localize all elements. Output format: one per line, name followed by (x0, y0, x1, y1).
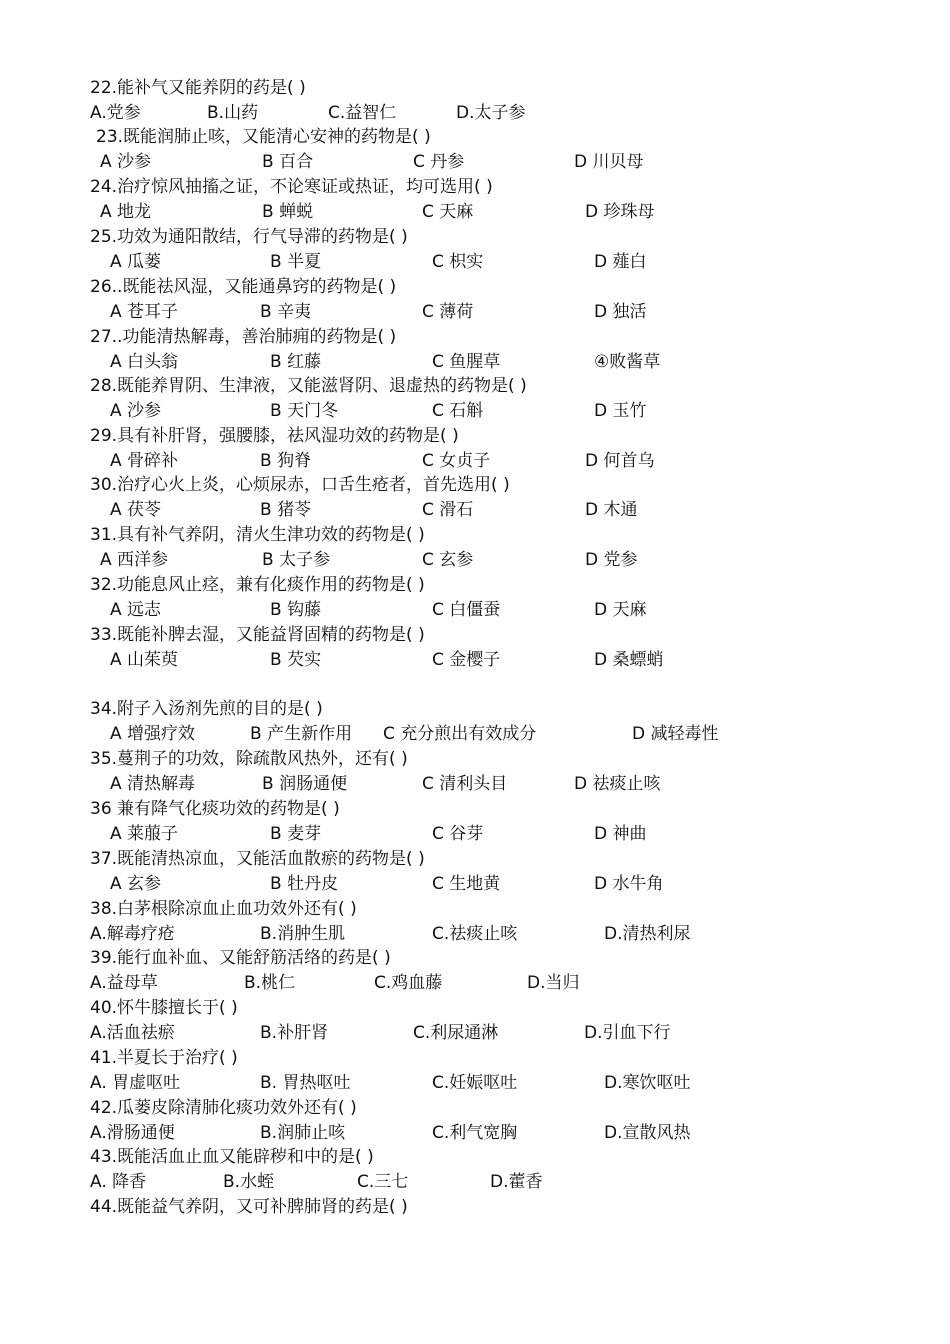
option-c: C 生地黄 (432, 874, 501, 894)
option-d: D.清热利尿 (604, 924, 691, 944)
option-d: D.当归 (527, 973, 580, 993)
option-d: D 减轻毒性 (632, 724, 719, 744)
option-d: D 党参 (585, 550, 638, 570)
option-d: D.太子参 (456, 103, 526, 123)
option-c: C 谷芽 (432, 824, 484, 844)
option-d: D 川贝母 (574, 152, 644, 172)
option-a: A 苍耳子 (110, 302, 179, 322)
option-b: B 牡丹皮 (270, 874, 339, 894)
option-d: D 祛痰止咳 (574, 774, 661, 794)
question-stem: 37.既能清热凉血，又能活血散瘀的药物是( ) (90, 849, 425, 869)
option-b: B.补肝肾 (260, 1023, 329, 1043)
option-d: D 玉竹 (594, 401, 647, 421)
question-stem: 28.既能养胃阴、生津液，又能滋肾阴、退虚热的药物是( ) (90, 376, 527, 396)
option-b: B 太子参 (262, 550, 331, 570)
question-stem: 38.白茅根除凉血止血功效外还有( ) (90, 899, 357, 919)
option-c: C 天麻 (422, 202, 474, 222)
question-stem: 23.既能润肺止咳，又能清心安神的药物是( ) (96, 127, 431, 147)
option-c: C.利气宽胸 (432, 1123, 518, 1143)
option-d: D 桑螵蛸 (594, 650, 664, 670)
question-stem: 43.既能活血止血又能辟秽和中的是( ) (90, 1147, 374, 1167)
option-c: C 滑石 (422, 500, 474, 520)
option-b: B 润肠通便 (262, 774, 348, 794)
option-c: C.祛痰止咳 (432, 924, 518, 944)
question-stem: 41.半夏长于治疗( ) (90, 1048, 238, 1068)
option-a: A 瓜蒌 (110, 252, 162, 272)
option-a: A 白头翁 (110, 352, 179, 372)
option-d: ④败酱草 (594, 352, 661, 372)
option-a: A 增强疗效 (110, 724, 196, 744)
option-b: B.桃仁 (244, 973, 296, 993)
option-a: A 沙参 (100, 152, 152, 172)
question-stem: 31.具有补气养阴，清火生津功效的药物是( ) (90, 525, 425, 545)
option-d: D 木通 (585, 500, 638, 520)
option-c: C 清利头目 (422, 774, 508, 794)
option-a: A 山茱萸 (110, 650, 179, 670)
option-c: C 充分煎出有效成分 (383, 724, 537, 744)
option-a: A 地龙 (100, 202, 152, 222)
option-a: A 玄参 (110, 874, 162, 894)
option-b: B 辛夷 (260, 302, 312, 322)
option-d: D.宣散风热 (604, 1123, 691, 1143)
question-stem: 22.能补气又能养阴的药是( ) (90, 78, 306, 98)
option-b: B.消肿生肌 (260, 924, 346, 944)
option-c: C.鸡血藤 (374, 973, 443, 993)
option-b: B 猪苓 (260, 500, 312, 520)
question-stem: 42.瓜蒌皮除清肺化痰功效外还有( ) (90, 1098, 357, 1118)
question-stem: 27..功能清热解毒，善治肺痈的药物是( ) (90, 327, 397, 347)
option-a: A 远志 (110, 600, 162, 620)
option-b: B 天门冬 (270, 401, 339, 421)
option-c: C.益智仁 (328, 103, 397, 123)
question-stem: 35.蔓荆子的功效，除疏散风热外，还有( ) (90, 749, 408, 769)
option-c: C.利尿通淋 (413, 1023, 499, 1043)
question-stem: 39.能行血补血、又能舒筋活络的药是( ) (90, 948, 391, 968)
question-stem: 29.具有补肝肾，强腰膝，祛风湿功效的药物是( ) (90, 426, 459, 446)
question-stem: 40.怀牛膝擅长于( ) (90, 998, 238, 1018)
option-c: C 白僵蚕 (432, 600, 501, 620)
question-stem: 26..既能祛风湿，又能通鼻窍的药物是( ) (90, 277, 397, 297)
option-a: A. 降香 (90, 1172, 147, 1192)
question-stem: 36 兼有降气化痰功效的药物是( ) (90, 799, 340, 819)
option-c: C.三七 (357, 1172, 409, 1192)
question-stem: 44.既能益气养阴，又可补脾肺肾的药是( ) (90, 1197, 408, 1217)
option-a: A 沙参 (110, 401, 162, 421)
option-b: B 麦芽 (270, 824, 322, 844)
option-d: D 薤白 (594, 252, 647, 272)
option-a: A.党参 (90, 103, 141, 123)
option-c: C 鱼腥草 (432, 352, 501, 372)
option-a: A. 胃虚呕吐 (90, 1073, 181, 1093)
question-stem: 33.既能补脾去湿，又能益肾固精的药物是( ) (90, 625, 425, 645)
option-a: A 清热解毒 (110, 774, 196, 794)
option-c: C 金樱子 (432, 650, 501, 670)
option-d: D.引血下行 (584, 1023, 671, 1043)
option-d: D.寒饮呕吐 (604, 1073, 691, 1093)
option-b: B.水蛭 (223, 1172, 275, 1192)
question-stem: 34.附子入汤剂先煎的目的是( ) (90, 699, 323, 719)
option-a: A 莱菔子 (110, 824, 179, 844)
option-b: B.润肺止咳 (260, 1123, 346, 1143)
option-c: C 丹参 (413, 152, 465, 172)
option-a: A.活血祛瘀 (90, 1023, 175, 1043)
option-a: A.解毒疗疮 (90, 924, 175, 944)
question-stem: 25.功效为通阳散结，行气导滞的药物是( ) (90, 227, 408, 247)
option-d: D 天麻 (594, 600, 647, 620)
option-a: A.滑肠通便 (90, 1123, 175, 1143)
option-c: C 女贞子 (422, 451, 491, 471)
option-a: A.益母草 (90, 973, 158, 993)
option-c: C 石斛 (432, 401, 484, 421)
question-stem: 32.功能息风止痉，兼有化痰作用的药物是( ) (90, 575, 425, 595)
option-b: B 芡实 (270, 650, 322, 670)
option-b: B 蝉蜕 (262, 202, 314, 222)
option-c: C 玄参 (422, 550, 474, 570)
option-c: C 枳实 (432, 252, 484, 272)
option-c: C.妊娠呕吐 (432, 1073, 518, 1093)
option-b: B 百合 (262, 152, 314, 172)
option-b: B 红藤 (270, 352, 322, 372)
question-stem: 30.治疗心火上炎，心烦尿赤，口舌生疮者，首先选用( ) (90, 475, 510, 495)
option-a: A 骨碎补 (110, 451, 179, 471)
option-b: B 钩藤 (270, 600, 322, 620)
question-stem: 24.治疗惊风抽搐之证，不论寒证或热证，均可选用( ) (90, 177, 493, 197)
option-b: B 半夏 (270, 252, 322, 272)
option-d: D 神曲 (594, 824, 647, 844)
option-b: B 狗脊 (260, 451, 312, 471)
option-b: B 产生新作用 (250, 724, 353, 744)
option-d: D 何首乌 (585, 451, 655, 471)
option-d: D 水牛角 (594, 874, 664, 894)
option-a: A 茯苓 (110, 500, 162, 520)
option-c: C 薄荷 (422, 302, 474, 322)
option-d: D 独活 (594, 302, 647, 322)
option-d: D 珍珠母 (585, 202, 655, 222)
option-d: D.藿香 (490, 1172, 543, 1192)
option-b: B. 胃热呕吐 (260, 1073, 351, 1093)
option-a: A 西洋参 (100, 550, 169, 570)
option-b: B.山药 (207, 103, 259, 123)
